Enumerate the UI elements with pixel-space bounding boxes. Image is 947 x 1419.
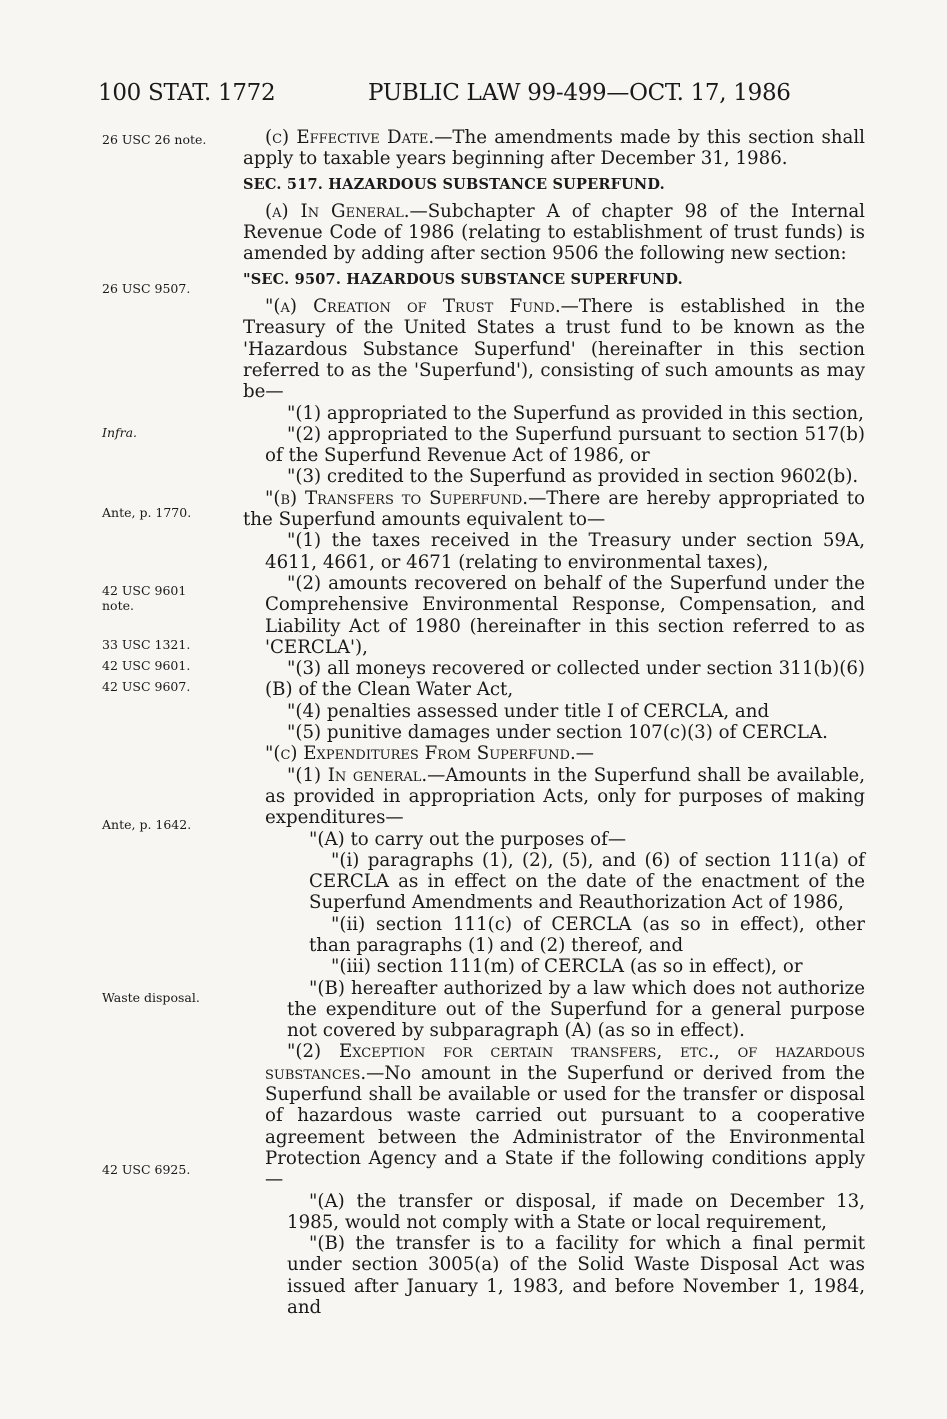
effective-date-paragraph: (c) Effective Date.—The amendments made by this section shall apply to taxable years beginning after December 31, 1986. (243, 127, 865, 170)
public-law-title: PUBLIC LAW 99-499—OCT. 17, 1986 (368, 80, 791, 106)
in-general-paragraph: (a) In General.—Subchapter A of chapter 98 of the Internal Revenue Code of 1986 (relating to establishment of trust funds) is amended by adding after section 9506 the following new section: (243, 200, 865, 265)
clause-c1a: "(A) to carry out the purposes of— (309, 828, 627, 850)
clause-b1: "(1) the taxes received in the Treasury under section 59A, 4611, 4661, or 4671 (relating to environmental taxes), (265, 530, 865, 573)
clause-c1a-i: "(i) paragraphs (1), (2), (5), and (6) of section 111(a) of CERCLA as in effect on the date of the enactment of the Superfund Amendments and Reauthorization Act of 1986, (309, 849, 865, 914)
stat-citation: 100 STAT. 1772 (98, 80, 276, 106)
clause-a2: "(2) appropriated to the Superfund pursuant to section 517(b) of the Superfund Revenue Act of 1986, or (265, 423, 865, 467)
section-9507-heading: "SEC. 9507. HAZARDOUS SUBSTANCE SUPERFUND. (243, 270, 683, 288)
clause-a1: "(1) appropriated to the Superfund as provided in this section, (287, 402, 864, 424)
clause-c1a-ii: "(ii) section 111(c) of CERCLA (as so in effect), other than paragraphs (1) and (2) thereof, and (309, 913, 865, 956)
clause-b4: "(4) penalties assessed under title I of CERCLA, and (287, 700, 770, 722)
section-517-heading: SEC. 517. HAZARDOUS SUBSTANCE SUPERFUND. (243, 175, 665, 193)
margin-note: Ante, p. 1770. (102, 505, 192, 520)
margin-note: 42 USC 9601 note. (102, 583, 187, 613)
margin-note: Ante, p. 1642. (102, 817, 192, 832)
margin-note: 26 USC 26 note. (102, 132, 207, 147)
margin-note: 42 USC 9601. (102, 658, 191, 673)
expenditures-heading: "(c) Expenditures From Superfund.— (265, 743, 594, 765)
clause-b5: "(5) punitive damages under section 107(c)(3) of CERCLA. (287, 722, 828, 744)
clause-c2a: "(A) the transfer or disposal, if made on December 13, 1985, would not comply with a State or local requirement, (287, 1190, 865, 1233)
margin-note: 42 USC 6925. (102, 1162, 191, 1177)
clause-c2b: "(B) the transfer is to a facility for which a final permit under section 3005(a) of the Solid Waste Disposal Act was issued after January 1, 1983, and before November 1, 1984, and (287, 1233, 865, 1319)
margin-note: 33 USC 1321. (102, 637, 191, 652)
clause-c2: "(2) Exception for certain transfers, etc., of hazardous substances.—No amount in the Superfund or derived from the Superfund shall be available or used for the transfer or disposal of hazardous waste carried out pursuant to a cooperative agreement between the Administrator of the Environmental Protection Agency and a State if the following conditions apply— (265, 1041, 865, 1191)
margin-note: 42 USC 9607. (102, 679, 191, 694)
clause-b3: "(3) all moneys recovered or collected under section 311(b)(6)(B) of the Clean Water Act, (265, 658, 865, 701)
margin-note: Waste disposal. (102, 990, 200, 1005)
clause-a3: "(3) credited to the Superfund as provided in section 9602(b). (287, 466, 859, 488)
clause-c1: "(1) In general.—Amounts in the Superfund shall be available, as provided in appropriation Acts, only for purposes of making expenditures— (265, 764, 865, 829)
statute-body (243, 127, 865, 1318)
page-header (98, 80, 858, 116)
margin-note: 26 USC 9507. (102, 281, 191, 296)
clause-b2: "(2) amounts recovered on behalf of the Superfund under the Comprehensive Environmental Response, Compensation, and Liability Act of 1980 (hereinafter in this section referred to as 'CERCLA'), (265, 572, 865, 658)
creation-of-trust-fund-paragraph: "(a) Creation of Trust Fund.—There is established in the Treasury of the United States a trust fund to be known as the 'Hazardous Substance Superfund' (hereinafter in this section referred to as the 'Superfund'), consisting of such amounts as may be— (243, 296, 865, 403)
clause-c1b: "(B) hereafter authorized by a law which does not authorize the expenditure out of the Superfund for a general purpose not covered by subparagraph (A) (as so in effect). (287, 977, 865, 1042)
clause-c1a-iii: "(iii) section 111(m) of CERCLA (as so in effect), or (331, 956, 803, 978)
transfers-to-superfund-paragraph: "(b) Transfers to Superfund.—There are hereby appropriated to the Superfund amounts equivalent to— (243, 487, 865, 531)
margin-note: Infra. (102, 425, 138, 440)
